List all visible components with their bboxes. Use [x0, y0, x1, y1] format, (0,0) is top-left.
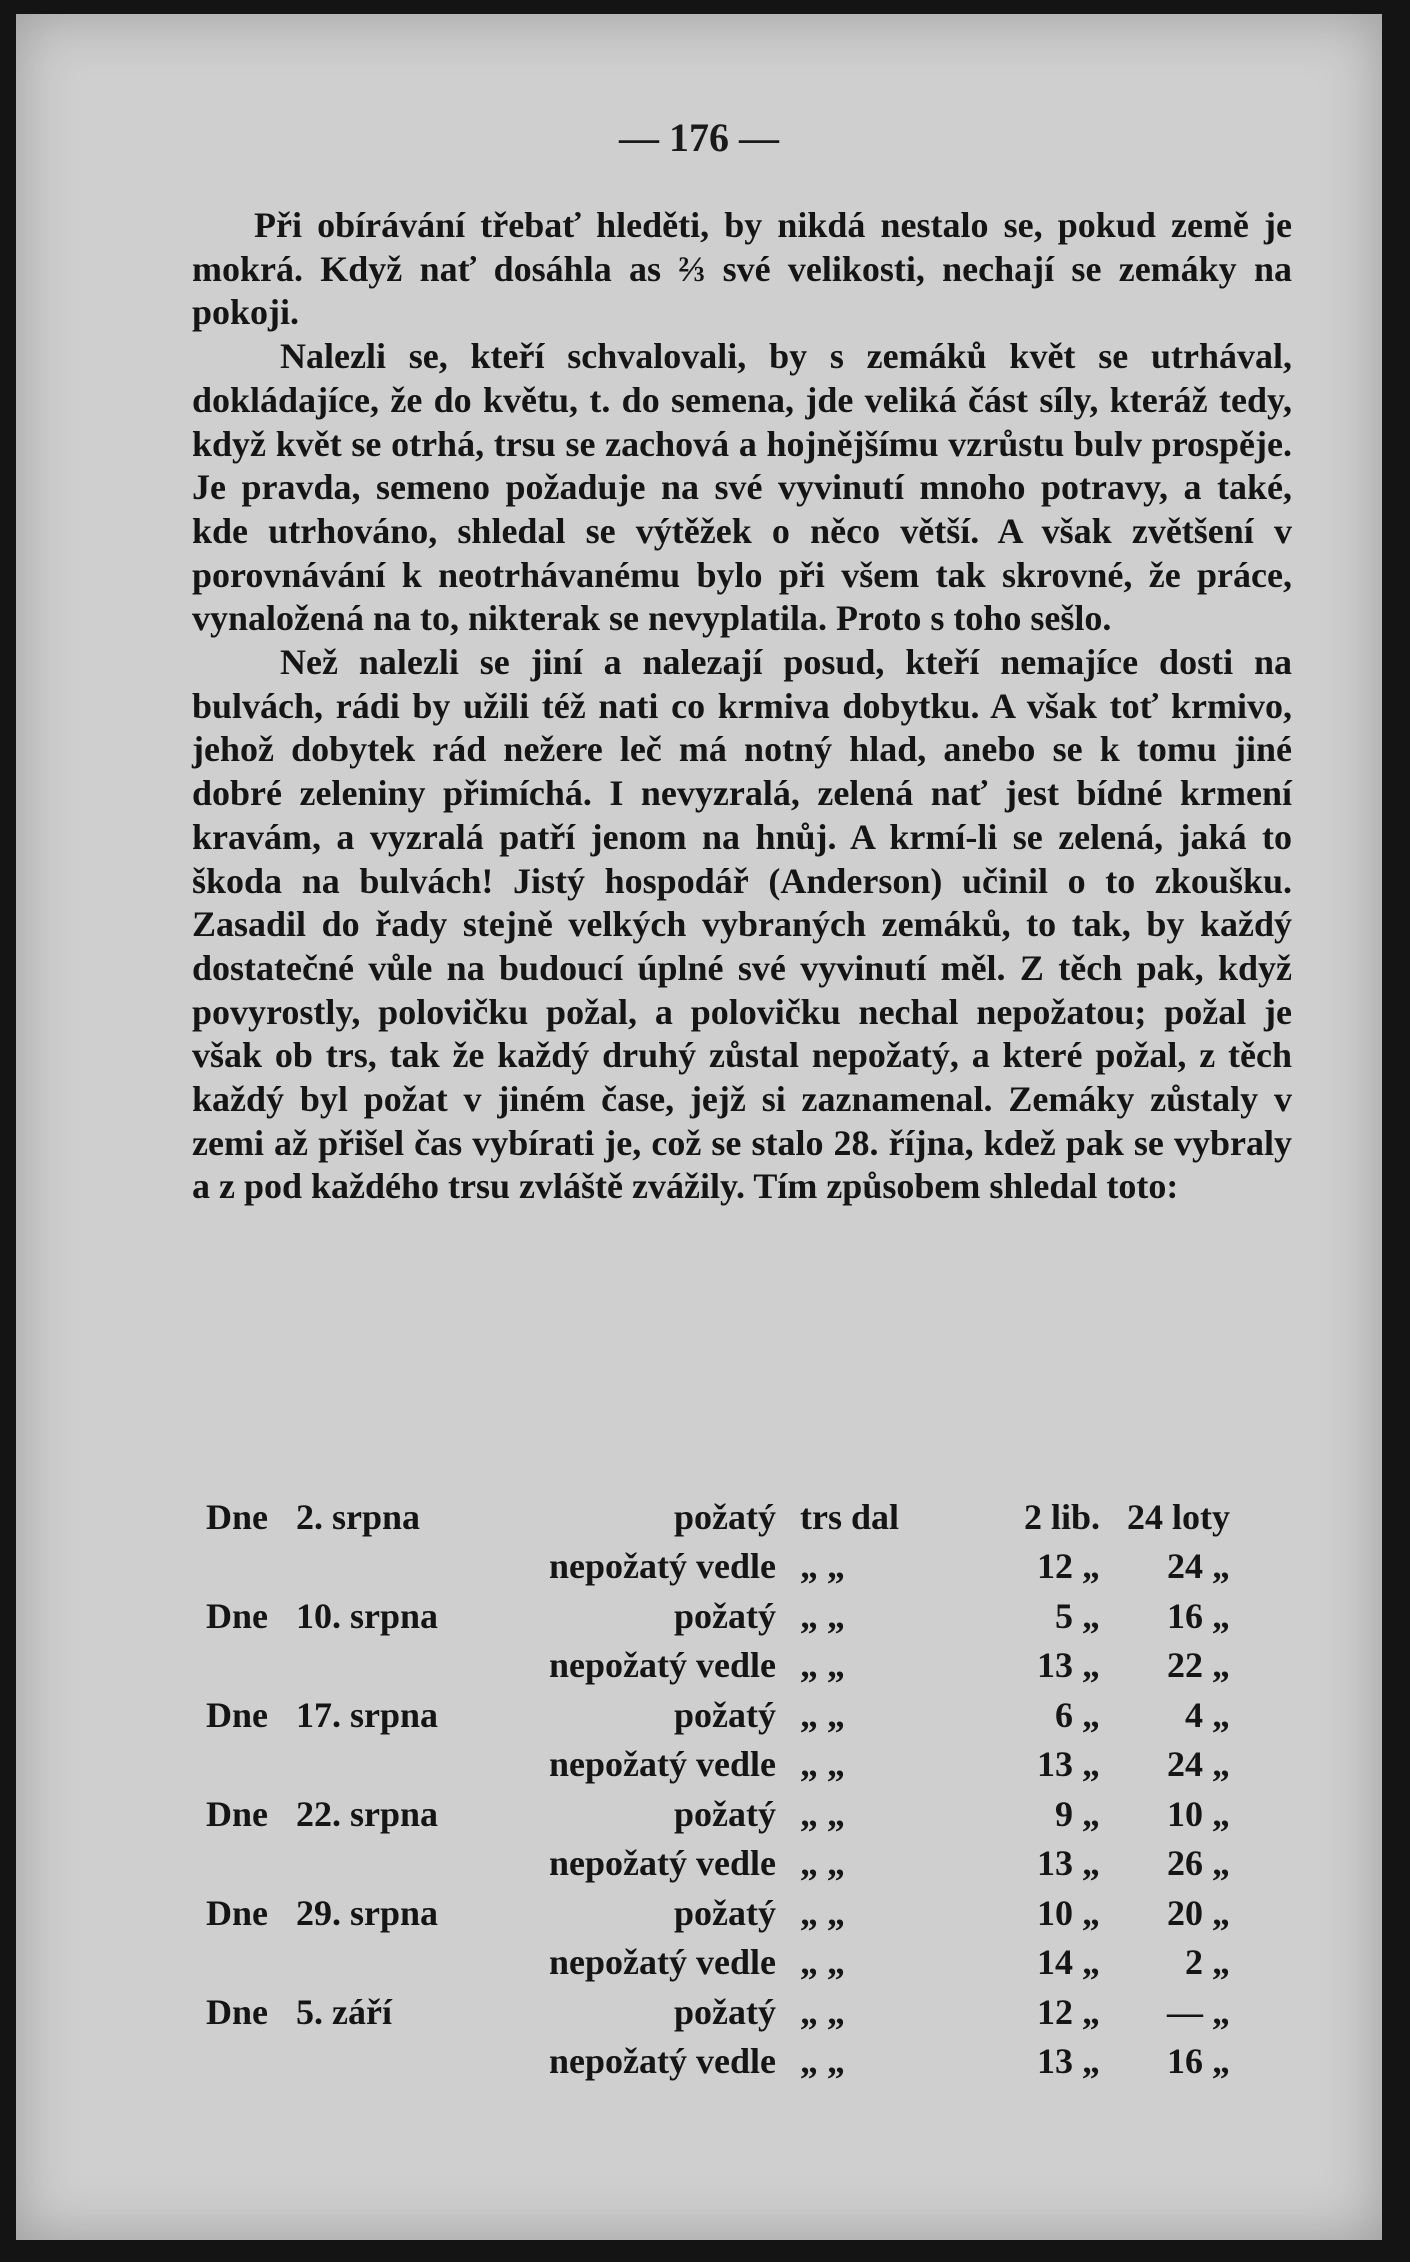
amount-cell: „ „: [800, 1645, 845, 1686]
date-cell: 5. září: [296, 1991, 392, 2032]
label-cell: požatý: [674, 1991, 776, 2032]
label-cell: nepožatý vedle: [549, 1645, 776, 1686]
label-cell: požatý: [674, 1496, 776, 1537]
loty-cell: 16 „: [1167, 1595, 1230, 1636]
amount-cell: „ „: [800, 2041, 845, 2082]
loty-cell: 2 „: [1185, 1942, 1230, 1983]
label-cell: nepožatý vedle: [549, 1546, 776, 1587]
loty-cell: 16 „: [1167, 2041, 1230, 2082]
loty-cell: 10 „: [1167, 1793, 1230, 1834]
table-row: [206, 1740, 1230, 1790]
amount-cell: trs dal: [800, 1496, 899, 1537]
lib-cell: 5 „: [1055, 1595, 1100, 1636]
date-cell: 29. srpna: [296, 1892, 439, 1933]
table-row: [206, 1542, 1230, 1592]
paragraph-2: Nalezli se, kteří schvalovali, by s zemáků květ se utrhával, dokládajíce, že do květu, t. do semena, jde veliká část síly, kteráž tedy, když květ se otrhá, trsu se zachová a hojnějšímu vzrůstu bulv prospěje. Je pravda, semeno požaduje na své vyvinutí mnoho potravy, a také, kde utrhováno, shledal se výtěžek o něco větší. A však zvětšení v porovnávání k neotrhávanému bylo při všem tak skrovné, že práce, vynaložená na to, nikterak se nevyplatila. Proto s toho sešlo.: [192, 336, 1292, 639]
lib-cell: 2 lib.: [1023, 1496, 1100, 1537]
lib-cell: 13 „: [1037, 2041, 1100, 2082]
day-cell: Dne: [206, 1496, 268, 1537]
day-cell: [206, 1740, 296, 1790]
loty-cell: 24 loty: [1127, 1496, 1230, 1537]
lib-cell: 12 „: [1037, 1991, 1100, 2032]
table-row: [206, 1789, 1230, 1839]
amount-cell: „ „: [800, 1942, 845, 1983]
label-cell: nepožatý vedle: [549, 2041, 776, 2082]
lib-cell: 6 „: [1055, 1694, 1100, 1735]
day-cell: Dne: [206, 1793, 268, 1834]
date-cell: 10. srpna: [296, 1595, 439, 1636]
amount-cell: „ „: [800, 1744, 845, 1785]
lib-cell: 13 „: [1037, 1843, 1100, 1884]
date-cell: [296, 2037, 516, 2087]
table-row: [206, 1987, 1230, 2037]
amount-cell: „ „: [800, 1793, 845, 1834]
label-cell: nepožatý vedle: [549, 1843, 776, 1884]
loty-cell: — „: [1167, 1991, 1230, 2032]
day-cell: [206, 1542, 296, 1592]
label-cell: požatý: [674, 1595, 776, 1636]
date-cell: [296, 1542, 516, 1592]
day-cell: Dne: [206, 1892, 268, 1933]
amount-cell: „ „: [800, 1991, 845, 2032]
day-cell: Dne: [206, 1595, 268, 1636]
day-cell: Dne: [206, 1694, 268, 1735]
date-cell: [296, 1740, 516, 1790]
table-row: [206, 1690, 1230, 1740]
loty-cell: 22 „: [1167, 1645, 1230, 1686]
label-cell: nepožatý vedle: [549, 1744, 776, 1785]
body-text: [192, 204, 1292, 1209]
day-cell: [206, 1641, 296, 1691]
loty-cell: 24 „: [1167, 1744, 1230, 1785]
loty-cell: 26 „: [1167, 1843, 1230, 1884]
lib-cell: 13 „: [1037, 1744, 1100, 1785]
book-page: [16, 14, 1382, 2240]
date-cell: 17. srpna: [296, 1694, 439, 1735]
date-cell: [296, 1938, 516, 1988]
table-row: [206, 1888, 1230, 1938]
day-cell: [206, 1839, 296, 1889]
date-cell: 2. srpna: [296, 1496, 421, 1537]
label-cell: požatý: [674, 1694, 776, 1735]
amount-cell: „ „: [800, 1843, 845, 1884]
page-number: — 176 —: [619, 115, 779, 160]
day-cell: [206, 1938, 296, 1988]
date-cell: [296, 1839, 516, 1889]
yield-table: [206, 1492, 1230, 2086]
amount-cell: „ „: [800, 1694, 845, 1735]
label-cell: nepožatý vedle: [549, 1942, 776, 1983]
day-cell: [206, 2037, 296, 2087]
date-cell: [296, 1641, 516, 1691]
lib-cell: 12 „: [1037, 1546, 1100, 1587]
lib-cell: 10 „: [1037, 1892, 1100, 1933]
amount-cell: „ „: [800, 1595, 845, 1636]
label-cell: požatý: [674, 1892, 776, 1933]
table-row: [206, 2037, 1230, 2087]
label-cell: požatý: [674, 1793, 776, 1834]
paragraph-1: Při obírávání třebať hleděti, by nikdá nestalo se, pokud země je mokrá. Když nať dosáhla as ⅔ své velikosti, nechají se zemáky na pokoji.: [192, 205, 1292, 333]
loty-cell: 4 „: [1185, 1694, 1230, 1735]
lib-cell: 13 „: [1037, 1645, 1100, 1686]
table-row: [206, 1591, 1230, 1641]
lib-cell: 9 „: [1055, 1793, 1100, 1834]
table-row: [206, 1492, 1230, 1542]
table-row: [206, 1641, 1230, 1691]
table-row: [206, 1938, 1230, 1988]
table-row: [206, 1839, 1230, 1889]
loty-cell: 24 „: [1167, 1546, 1230, 1587]
paragraph-3: Než nalezli se jiní a nalezají posud, kteří nemajíce dosti na bulvách, rádi by užili též nati co krmiva dobytku. A však toť krmivo, jehož dobytek rád nežere leč má notný hlad, anebo se k tomu jiné dobré zeleniny přimíchá. I nevyzralá, zelená nať jest bídné krmení kravám, a vyzralá patří jenom na hnůj. A krmí-li se zelená, jaká to škoda na bulvách! Jistý hospodář (Anderson) učinil o to zkoušku. Zasadil do řady stejně velkých vybraných zemáků, to tak, by každý dostatečné vůle na budoucí úplné své vyvinutí měl. Z těch pak, když povyrostly, polovičku požal, a polovičku nechal nepožatou; požal je však ob trs, tak že každý druhý zůstal nepožatý, a které požal, z těch každý byl požat v jiném čase, jejž si zaznamenal. Zemáky zůstaly v zemi až přišel čas vybírati je, což se stalo 28. října, kdež pak se vybraly a z pod každého trsu zvláště zvážily. Tím způsobem shledal toto:: [192, 642, 1292, 1207]
date-cell: 22. srpna: [296, 1793, 439, 1834]
loty-cell: 20 „: [1167, 1892, 1230, 1933]
amount-cell: „ „: [800, 1546, 845, 1587]
day-cell: Dne: [206, 1991, 268, 2032]
lib-cell: 14 „: [1037, 1942, 1100, 1983]
amount-cell: „ „: [800, 1892, 845, 1933]
